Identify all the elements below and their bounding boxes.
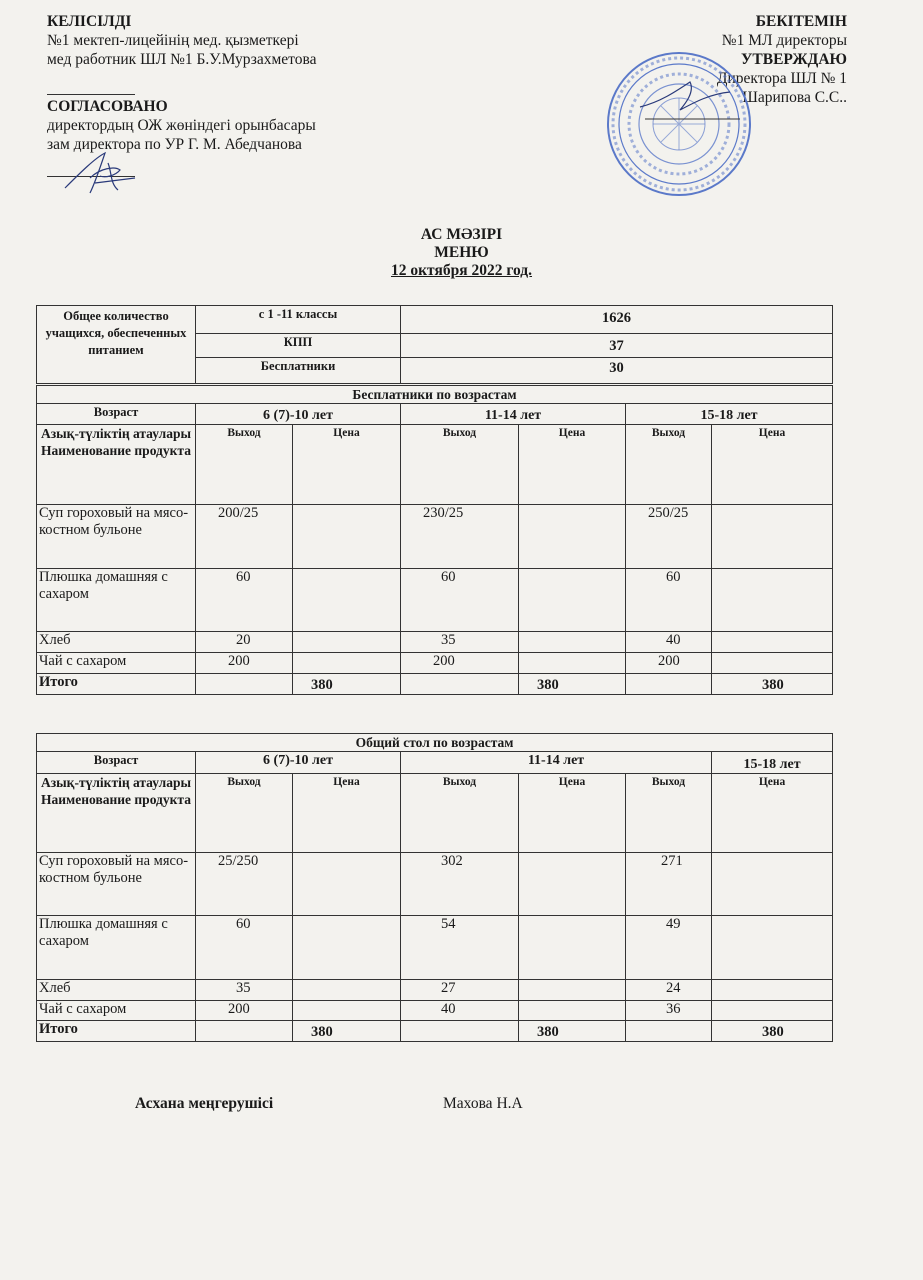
output-value: 40 <box>626 632 712 653</box>
price-value <box>519 569 626 632</box>
free-meals-table <box>36 385 833 695</box>
price-value <box>293 853 401 916</box>
med-worker-line-kz: №1 мектеп-лицейінің мед. қызметкері <box>47 32 299 49</box>
age-group: 11-14 лет <box>401 404 626 425</box>
agreed-title: КЕЛІСІЛДІ <box>47 13 132 30</box>
section-title: Общий стол по возрастам <box>37 734 833 752</box>
summary-row-value: 37 <box>401 334 833 358</box>
director-line-kz: №1 МЛ директоры <box>721 32 847 49</box>
price-value <box>293 1001 401 1021</box>
product-name: Чай с сахаром <box>37 653 196 674</box>
output-value: 40 <box>401 1001 519 1021</box>
total-value: 380 <box>519 1021 626 1042</box>
deputy-signature-icon <box>60 148 140 198</box>
general-table <box>36 733 833 1042</box>
output-value: 200 <box>196 1001 293 1021</box>
output-header: Выход <box>626 425 712 505</box>
summary-table <box>36 305 833 384</box>
price-value <box>712 853 833 916</box>
total-row <box>37 674 833 695</box>
director-signature-icon <box>635 72 745 122</box>
price-value <box>293 505 401 569</box>
summary-row-value: 1626 <box>401 306 833 334</box>
menu-title-ru: МЕНЮ <box>434 244 489 261</box>
left-agreed-block <box>47 97 407 154</box>
output-value: 200 <box>196 653 293 674</box>
coordinated-title: СОГЛАСОВАНО <box>47 98 168 115</box>
output-header: Выход <box>196 425 293 505</box>
price-value <box>519 505 626 569</box>
menu-title-kz: АС МӘЗІРІ <box>420 226 503 243</box>
output-value: 27 <box>401 980 519 1001</box>
output-value: 200/25 <box>196 505 293 569</box>
output-value: 200 <box>401 653 519 674</box>
output-value: 25/250 <box>196 853 293 916</box>
age-group: 15-18 лет <box>712 752 833 774</box>
table-row <box>37 980 833 1001</box>
price-value <box>712 980 833 1001</box>
output-value: 36 <box>626 1001 712 1021</box>
summary-row-name: КПП <box>196 334 401 358</box>
product-name: Суп гороховый на мясо-костном бульоне <box>37 505 196 569</box>
age-group: 15-18 лет <box>626 404 833 425</box>
price-header: Цена <box>712 425 833 505</box>
output-header: Выход <box>196 774 293 853</box>
age-group: 6 (7)-10 лет <box>196 404 401 425</box>
output-value: 230/25 <box>401 505 519 569</box>
price-value <box>293 653 401 674</box>
output-header: Выход <box>626 774 712 853</box>
product-name: Хлеб <box>37 632 196 653</box>
table-row <box>37 853 833 916</box>
output-value: 24 <box>626 980 712 1001</box>
left-approval-block <box>47 12 407 69</box>
menu-title <box>0 226 923 280</box>
age-label: Возраст <box>37 752 196 774</box>
canteen-head-name: Махова Н.А <box>443 1095 523 1112</box>
age-label: Возраст <box>37 404 196 425</box>
table-row <box>37 569 833 632</box>
table-row <box>37 632 833 653</box>
output-header: Выход <box>401 425 519 505</box>
price-value <box>293 980 401 1001</box>
total-label: Итого <box>37 1021 196 1042</box>
summary-label: Общее количество учащихся, обеспеченных питанием <box>37 306 196 384</box>
price-header: Цена <box>519 774 626 853</box>
price-value <box>519 632 626 653</box>
approve-title-ru: УТВЕРЖДАЮ <box>741 51 847 68</box>
summary-row-value: 30 <box>401 358 833 384</box>
table-row <box>37 916 833 980</box>
total-row <box>37 1021 833 1042</box>
price-value <box>519 916 626 980</box>
price-value <box>712 505 833 569</box>
output-value: 271 <box>626 853 712 916</box>
output-value: 20 <box>196 632 293 653</box>
product-header: Азық-түліктің атаулары Наименование продукта <box>37 425 196 505</box>
deputy-line-ru: зам директора по УР Г. М. Абедчанова <box>47 136 302 153</box>
output-value: 200 <box>626 653 712 674</box>
total-label: Итого <box>37 674 196 695</box>
price-value <box>712 569 833 632</box>
price-value <box>293 569 401 632</box>
menu-date: 12 октября 2022 год. <box>390 262 533 279</box>
signature-line-1 <box>47 94 135 95</box>
price-value <box>519 980 626 1001</box>
deputy-line-kz: директордың ОЖ жөніндегі орынбасары <box>47 117 316 134</box>
total-value: 380 <box>712 674 833 695</box>
product-name: Плюшка домашняя с сахаром <box>37 916 196 980</box>
age-group: 6 (7)-10 лет <box>196 752 401 774</box>
price-header: Цена <box>519 425 626 505</box>
product-header: Азық-түліктің атаулары Наименование продукта <box>37 774 196 853</box>
price-value <box>519 853 626 916</box>
price-value <box>712 632 833 653</box>
canteen-head-role: Асхана меңгерушісі <box>135 1095 274 1112</box>
output-value: 54 <box>401 916 519 980</box>
price-header: Цена <box>293 774 401 853</box>
total-value: 380 <box>293 1021 401 1042</box>
product-name: Чай с сахаром <box>37 1001 196 1021</box>
product-name: Хлеб <box>37 980 196 1001</box>
table-row <box>37 653 833 674</box>
output-value: 35 <box>196 980 293 1001</box>
director-line-ru: Директора ШЛ № 1 <box>716 70 847 87</box>
output-value: 60 <box>401 569 519 632</box>
output-value: 250/25 <box>626 505 712 569</box>
price-value <box>712 653 833 674</box>
director-name: Шарипова С.С.. <box>742 89 847 106</box>
summary-row-name: Бесплатники <box>196 358 401 384</box>
price-value <box>519 653 626 674</box>
output-value: 302 <box>401 853 519 916</box>
age-group: 11-14 лет <box>401 752 712 774</box>
table-row <box>37 1001 833 1021</box>
price-value <box>712 1001 833 1021</box>
total-value: 380 <box>519 674 626 695</box>
total-value: 380 <box>293 674 401 695</box>
price-value <box>293 916 401 980</box>
output-value: 60 <box>626 569 712 632</box>
product-name: Плюшка домашняя с сахаром <box>37 569 196 632</box>
output-header: Выход <box>401 774 519 853</box>
product-name: Суп гороховый на мясо-костном бульоне <box>37 853 196 916</box>
price-value <box>712 916 833 980</box>
price-value <box>293 632 401 653</box>
output-value: 60 <box>196 916 293 980</box>
approve-title: БЕКІТЕМІН <box>755 13 847 30</box>
section-title: Бесплатники по возрастам <box>37 386 833 404</box>
med-worker-line-ru: мед работник ШЛ №1 Б.У.Мурзахметова <box>47 51 317 68</box>
summary-row-name: с 1 -11 классы <box>196 306 401 334</box>
output-value: 60 <box>196 569 293 632</box>
output-value: 35 <box>401 632 519 653</box>
total-value: 380 <box>712 1021 833 1042</box>
price-value <box>519 1001 626 1021</box>
output-value: 49 <box>626 916 712 980</box>
price-header: Цена <box>712 774 833 853</box>
table-row <box>37 505 833 569</box>
price-header: Цена <box>293 425 401 505</box>
